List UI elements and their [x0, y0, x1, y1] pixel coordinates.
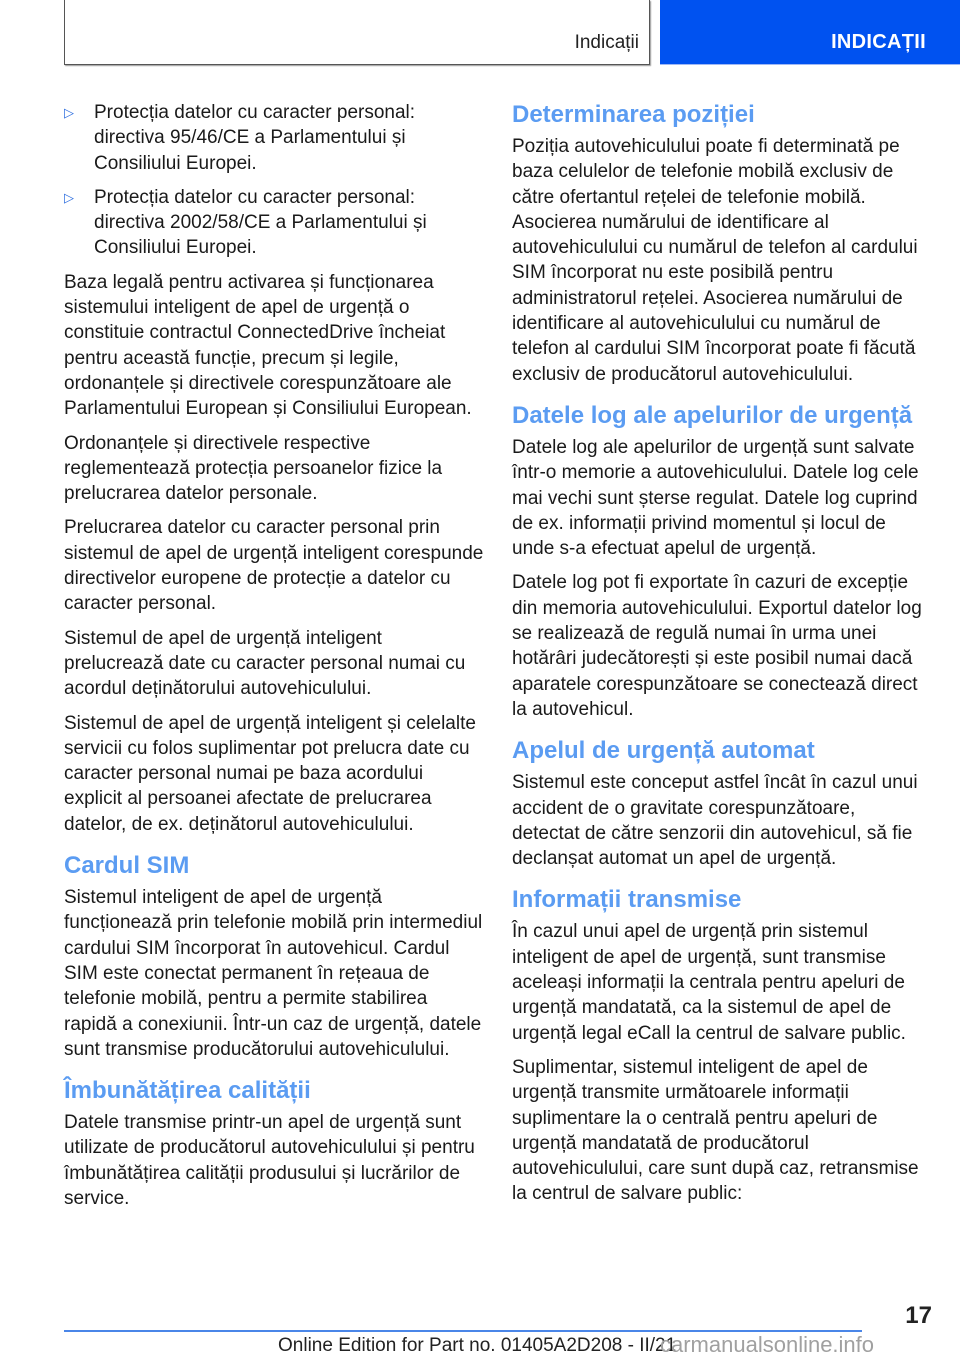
header-chapter-tab-label: INDICAȚII — [831, 31, 926, 53]
paragraph: Sistemul de apel de urgență inteligent prelucrează date cu caracter personal numai cu acordul deținătorului autovehiculului. — [64, 627, 466, 700]
paragraph: Datele log pot fi exportate în cazuri de excepție din memoria autovehiculului. Exportul datelor log se realizează de regulă numai în urma unei hotărâri judecătorești și este posibil numai dacă aparatele corespunzătoare se conectează direct la autovehicul. — [512, 572, 922, 720]
footer-edition-text: Online Edition for Part no. 01405A2D208 - II/21 — [278, 1335, 677, 1356]
right-column — [512, 100, 928, 1216]
triangle-bullet-icon: ▷ — [64, 105, 74, 120]
header-chapter-tab[interactable] — [660, 0, 960, 65]
page-number: 17 — [905, 1302, 932, 1329]
bullet-text: Protecția datelor cu caracter personal: directiva 95/46/CE a Parlamentului și Consiliului Europei. — [94, 102, 416, 174]
header-section-label: Indicații — [574, 32, 639, 53]
section-heading-position-determination: Determinarea poziției — [512, 101, 755, 128]
bullet-item — [64, 185, 484, 261]
paragraph: Sistemul inteligent de apel de urgență funcționează prin telefonie mobilă prin intermediul cardului SIM încorporat în autovehicul. Cardul SIM este conectat permanent în rețeaua de telefonie mobilă, pentru a permite stabilirea rapidă a conexiunii. Într-un caz de urgență, datele sunt transmise producătorului autovehiculului. — [64, 887, 483, 1060]
triangle-bullet-icon: ▷ — [64, 189, 74, 205]
section-heading-quality-improvement: Îmbunătățirea calității — [64, 1077, 311, 1105]
paragraph: Sistemul este conceput astfel încât în cazul unui accident de o gravitate corespunzătoare, detectat de către senzorii din autovehicul, să fie declanșat automat un apel de urgență. — [512, 772, 918, 870]
paragraph: Datele log ale apelurilor de urgență sunt salvate într-o memorie a autovehiculului. Datele log cele mai vechi sunt șterse regulat. Datele log cuprind de ex. informații privind momentul și locul de unde s-a efectuat apelul de urgență. — [512, 436, 919, 560]
paragraph: În cazul unui apel de urgență prin sistemul inteligent de apel de urgență, sunt transmise aceleași informații la centrala pentru apeluri de urgență mandatată, ca la sistemul de apel de urgență legal eCall la centrul de salvare public. — [512, 921, 906, 1044]
paragraph: Baza legală pentru activarea și funcționarea sistemului inteligent de apel de urgență o constituie contractul ConnectedDrive încheiat pentru această funcție, precum și legile, ordonanțele și directivele corespunzătoare ale Parlamentului European și Consiliului European. — [64, 271, 472, 420]
bullet-item — [64, 100, 484, 176]
paragraph: Sistemul de apel de urgență inteligent și celelalte servicii cu folos suplimentar pot prelucra date cu caracter personal numai pe baza acordului explicit al persoanei afectate de prelucrarea datelor, de ex. deținătorul autovehiculului. — [64, 712, 476, 835]
paragraph: Datele transmise printr-un apel de urgență sunt utilizate de producătorul autovehiculului și pentru îmbunătățirea calității produsului și lucrărilor de service. — [64, 1112, 475, 1209]
section-heading-emergency-call-logs: Datele log ale apelurilor de urgență — [512, 401, 913, 429]
section-heading-transmitted-information: Informații transmise — [512, 886, 742, 914]
paragraph: Ordonanțele și directivele respective reglementează protecția persoanelor fizice la prelucrarea datelor personale. — [64, 432, 443, 505]
paragraph: Poziția autovehiculului poate fi determinată pe baza celulelor de telefonie mobilă exclusiv de către ofertantul rețelei de telefonie mobilă. Asocierea numărului de identificare al autovehiculului cu numărul de telefon al cardului SIM încorporat nu este posibilă pentru administratorul rețelei. Asocierea numărului de identificare al autovehiculului cu numărul de telefon al cardului SIM încorporat poate fi făcută exclusiv de producătorul autovehiculului. — [512, 136, 918, 385]
left-column — [64, 100, 484, 1220]
section-heading-automatic-emergency-call: Apelul de urgență automat — [512, 737, 815, 765]
section-heading-sim-card: Cardul SIM — [64, 852, 190, 880]
header-section-box — [64, 0, 650, 65]
watermark-text: carmanualsonline.info — [660, 1332, 875, 1357]
paragraph: Suplimentar, sistemul inteligent de apel de urgență transmite următoarele informații suplimentare la o centrală pentru apeluri de urgență mandatată de producătorul autovehiculului, care sunt după caz, retransmise la centrul de salvare public: — [512, 1056, 919, 1205]
paragraph: Prelucrarea datelor cu caracter personal prin sistemul de apel de urgență inteligent corespunde directivelor europene de protecție a datelor cu caracter personal. — [64, 517, 484, 615]
bullet-text: Protecția datelor cu caracter personal: directiva 2002/58/CE a Parlamentului și Consiliului Europei. — [94, 186, 427, 259]
